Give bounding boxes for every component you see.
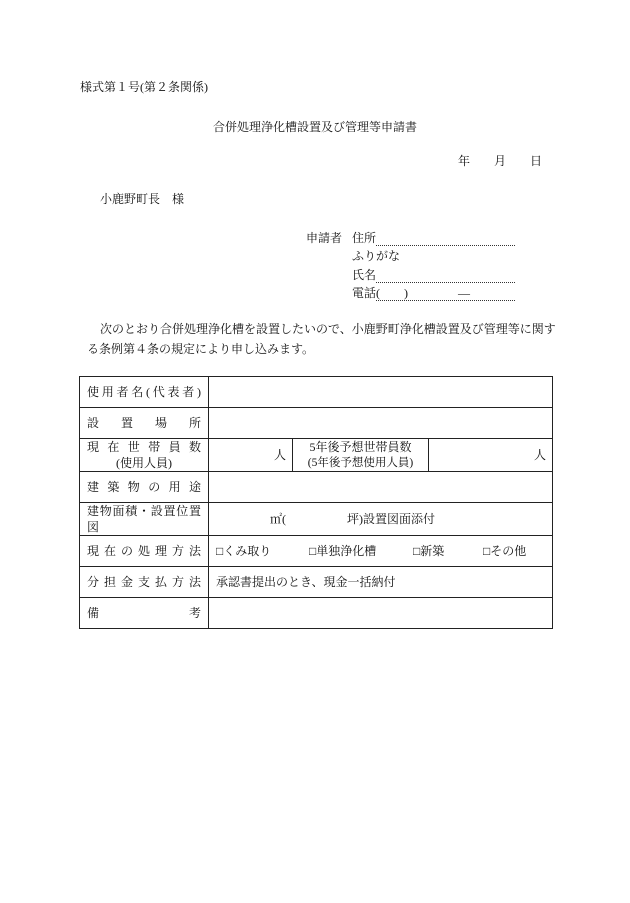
method-option-other: □その他 bbox=[483, 544, 527, 558]
table-row bbox=[80, 567, 553, 598]
location-label: 設置場所 bbox=[87, 416, 201, 430]
area-tsubo-drawing: 坪)設置図面添付 bbox=[347, 512, 435, 526]
area-sqm: ㎡( bbox=[270, 512, 286, 526]
addressee-name: 小鹿野町長 bbox=[100, 192, 161, 206]
name-label: 氏名 bbox=[352, 268, 377, 282]
phone-close-paren: ) bbox=[404, 286, 409, 300]
table-row bbox=[80, 408, 553, 439]
phone-row bbox=[352, 285, 515, 301]
furigana-label: ふりがな bbox=[352, 249, 401, 263]
addressee-honorific: 様 bbox=[172, 192, 185, 206]
date-day: 日 bbox=[530, 154, 543, 168]
address-label: 住所 bbox=[352, 231, 377, 245]
table-row bbox=[80, 598, 553, 629]
future-value bbox=[429, 439, 553, 472]
payment-label-cell bbox=[80, 567, 209, 598]
household-label: 現在世帯員数 bbox=[87, 440, 201, 454]
method-label: 現在の処理方法 bbox=[87, 544, 201, 558]
form-number: 様式第１号(第２条関係) bbox=[80, 80, 208, 94]
method-option-single-tank: □単独浄化槽 bbox=[309, 544, 377, 558]
future-label: 5年後予想世帯員数 bbox=[309, 440, 412, 454]
application-table bbox=[79, 376, 553, 629]
method-option-kumitori: □くみ取り bbox=[216, 544, 272, 558]
name-field bbox=[376, 267, 515, 283]
user-name-label: 使用者名(代表者) bbox=[87, 385, 201, 399]
payment-label: 分担金支払方法 bbox=[87, 575, 201, 589]
address-row bbox=[352, 230, 515, 246]
table-row bbox=[80, 472, 553, 503]
applicant-label: 申請者 bbox=[306, 231, 343, 245]
location-label-cell bbox=[80, 408, 209, 439]
method-options bbox=[209, 536, 553, 567]
remarks-value bbox=[209, 598, 553, 629]
area-label-cell bbox=[80, 503, 209, 536]
payment-value: 承認書提出のとき、現金一括納付 bbox=[209, 567, 553, 598]
building-use-label: 建築物の用途 bbox=[87, 480, 201, 494]
household-sublabel: (使用人員) bbox=[116, 456, 172, 470]
statement-line-1: 次のとおり合併処理浄化槽を設置したいので、小鹿野町浄化槽設置及び管理等に関す bbox=[100, 322, 556, 336]
statement-line-2: る条例第４条の規定により申し込みます。 bbox=[87, 342, 315, 356]
user-name-label-cell bbox=[80, 377, 209, 408]
user-name-value bbox=[209, 377, 553, 408]
area-value bbox=[209, 503, 553, 536]
phone-dash: — bbox=[458, 286, 471, 300]
household-unit: 人 bbox=[273, 448, 286, 462]
method-option-new-build: □新築 bbox=[413, 544, 445, 558]
form-title: 合併処理浄化槽設置及び管理等申請書 bbox=[212, 120, 417, 134]
table-row bbox=[80, 439, 553, 472]
future-sublabel: (5年後予想使用人員) bbox=[307, 457, 414, 469]
address-field bbox=[376, 230, 515, 246]
household-label-cell bbox=[80, 439, 209, 472]
phone-label: 電話 bbox=[352, 286, 377, 300]
building-use-label-cell bbox=[80, 472, 209, 503]
future-label-cell bbox=[293, 439, 429, 472]
remarks-label: 備考 bbox=[87, 606, 201, 620]
addressee bbox=[100, 191, 184, 207]
method-label-cell bbox=[80, 536, 209, 567]
building-use-value bbox=[209, 472, 553, 503]
phone-field bbox=[376, 285, 515, 301]
table-row bbox=[80, 503, 553, 536]
remarks-label-cell bbox=[80, 598, 209, 629]
table-row bbox=[80, 536, 553, 567]
date-year: 年 bbox=[458, 154, 471, 168]
date-month: 月 bbox=[494, 154, 507, 168]
name-row bbox=[352, 267, 515, 283]
table-row bbox=[80, 377, 553, 408]
future-unit: 人 bbox=[533, 448, 546, 462]
household-value bbox=[209, 439, 293, 472]
phone-open-paren: ( bbox=[376, 286, 381, 300]
area-label: 建物面積・設置位置図 bbox=[87, 504, 201, 534]
location-value bbox=[209, 408, 553, 439]
